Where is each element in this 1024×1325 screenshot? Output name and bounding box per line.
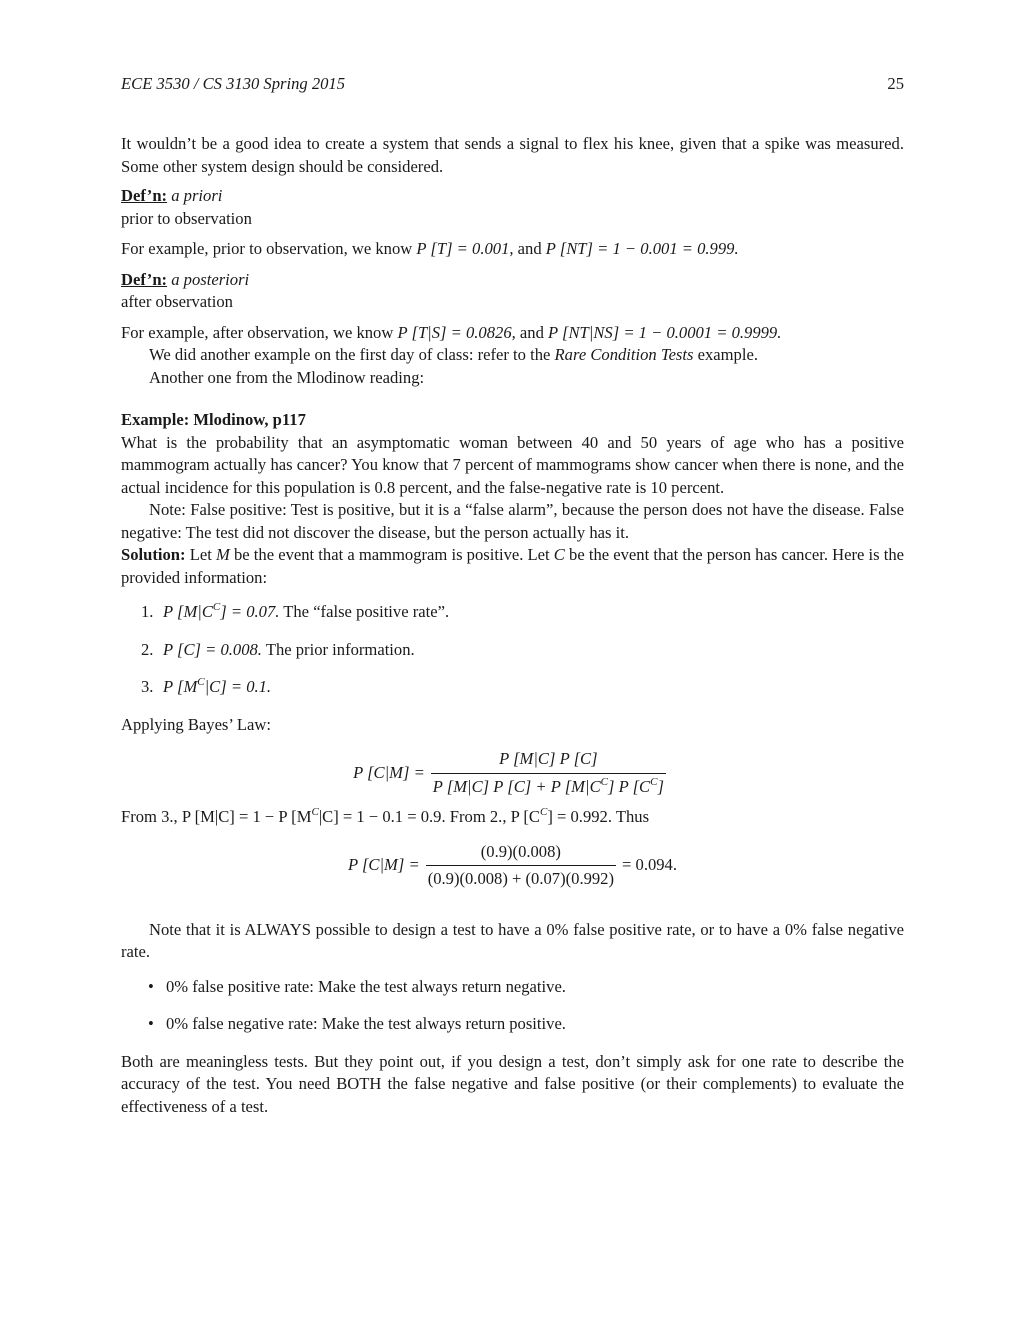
- definition-label: Def’n:: [121, 269, 168, 289]
- equation: P $[M|C^C] = 0.07$.: [163, 601, 280, 621]
- definition-term: a posteriori: [171, 269, 250, 289]
- fraction: $\frac{P [M|C] P [C]}{P [M|C] P [C] + P [M|C^C] P [C^C]}$: [431, 748, 666, 798]
- bayes-intro: Applying Bayes’ Law:: [121, 714, 271, 734]
- rare-condition-note: We did another example on the first day of class: refer to the Rare Condition Tests example.: [149, 345, 758, 364]
- bayes-equation: P [C|M] = $\frac{P [M|C] P [C]}{P [M|C] P [C] + P [M|C^C] P [C^C]}$: [121, 748, 904, 798]
- from-line: From 3., P [M|C] = 1 − P $[M^C|C] = 1 - 0.1 = 0.9$. From 2., P $[C^C] = 0.992$. Thus: [121, 806, 650, 826]
- list-item: 3. P $[M^C|C] = 0.1$.: [141, 676, 272, 696]
- definition-meaning: prior to observation: [121, 208, 252, 228]
- fraction: $\frac{(0.9)(0.008)}{(0.9)(0.008) + (0.07)(0.992)}$: [426, 841, 616, 891]
- running-header: [121, 73, 904, 97]
- reference-title: Rare Condition Tests: [554, 345, 694, 364]
- example-a-priori: For example, prior to observation, we know P [T] = 0.001, and P [NT] = 1 − 0.001 = 0.999.: [121, 239, 739, 258]
- definition-term: a priori: [171, 186, 223, 205]
- definition-label: Def’n:: [121, 186, 168, 205]
- intro-paragraph: It wouldn’t be a good idea to create a system that sends a signal to flex his knee, given that a spike was measured. Some other system design should be considered.: [121, 134, 904, 176]
- equation: P [NT|NS] = 1 − 0.0001 = 0.9999.: [548, 322, 782, 342]
- bullet-list: [121, 976, 904, 1036]
- list-item: 2. P [C] = 0.008. The prior information.: [141, 639, 415, 659]
- definition-a-posteriori: [121, 269, 904, 292]
- list-item: • 0% false positive rate: Make the test always return negative.: [121, 976, 904, 999]
- example-a-posteriori: For example, after observation, we know P [T|S] = 0.0826, and P [NT|NS] = 1 − 0.0001 = 0.9999.: [121, 322, 782, 342]
- list-item: 1. P $[M|C^C] = 0.07$. The “false positive rate”.: [141, 601, 450, 621]
- example-question: What is the probability that an asymptomatic woman between 40 and 50 years of age who has a positive mammogram actually has cancer? You know that 7 percent of mammograms show cancer when there is none, and the actual incidence for this population is 0.8 percent, and the false-negative rate is 10 percent.: [121, 432, 904, 497]
- example-title: Example: Mlodinow, p117: [121, 410, 306, 429]
- closing-paragraph: Both are meaningless tests. But they point out, if you design a test, don’t simply ask for one rate to describe the accuracy of the test. You need BOTH the false negative and false positive (or their complements) to evaluate the effectiveness of a test.: [121, 1051, 904, 1116]
- equation: P [NT] = 1 − 0.001 = 0.999.: [545, 239, 739, 258]
- result-equation: P [C|M] = $\frac{(0.9)(0.008)}{(0.9)(0.008) + (0.07)(0.992)}$ = 0.094.: [121, 841, 904, 891]
- equation: P [C] = 0.008.: [163, 639, 262, 659]
- solution-paragraph: Solution: Let M be the event that a mammogram is positive. Let C be the event that the person has cancer. Here is the provided information:: [121, 545, 904, 587]
- course-title: ECE 3530 / CS 3130 Spring 2015: [121, 74, 346, 93]
- given-information-list: [121, 601, 904, 699]
- equation: P $[M^C|C] = 0.1$.: [163, 676, 272, 696]
- definition-meaning: after observation: [121, 292, 233, 311]
- mlodinow-note: Another one from the Mlodinow reading:: [149, 367, 425, 387]
- solution-label: Solution:: [121, 545, 186, 564]
- always-note: Note that it is ALWAYS possible to design a test to have a 0% false positive rate, or to have a 0% false negative rate.: [121, 919, 904, 961]
- equation: P [T] = 0.001,: [416, 239, 514, 258]
- page-body: [121, 133, 904, 1118]
- list-item: • 0% false negative rate: Make the test always return positive.: [121, 1013, 904, 1036]
- equation: P [T|S] = 0.0826,: [397, 322, 516, 342]
- definition-a-priori: [121, 185, 904, 208]
- bullet-icon: •: [148, 976, 154, 996]
- page-number: 25: [887, 74, 904, 93]
- false-positive-note: Note: False positive: Test is positive, but it is a “false alarm”, because the person does not have the disease. False negative: The test did not discover the disease, but the person actually has it.: [121, 500, 904, 542]
- bullet-icon: •: [148, 1014, 154, 1033]
